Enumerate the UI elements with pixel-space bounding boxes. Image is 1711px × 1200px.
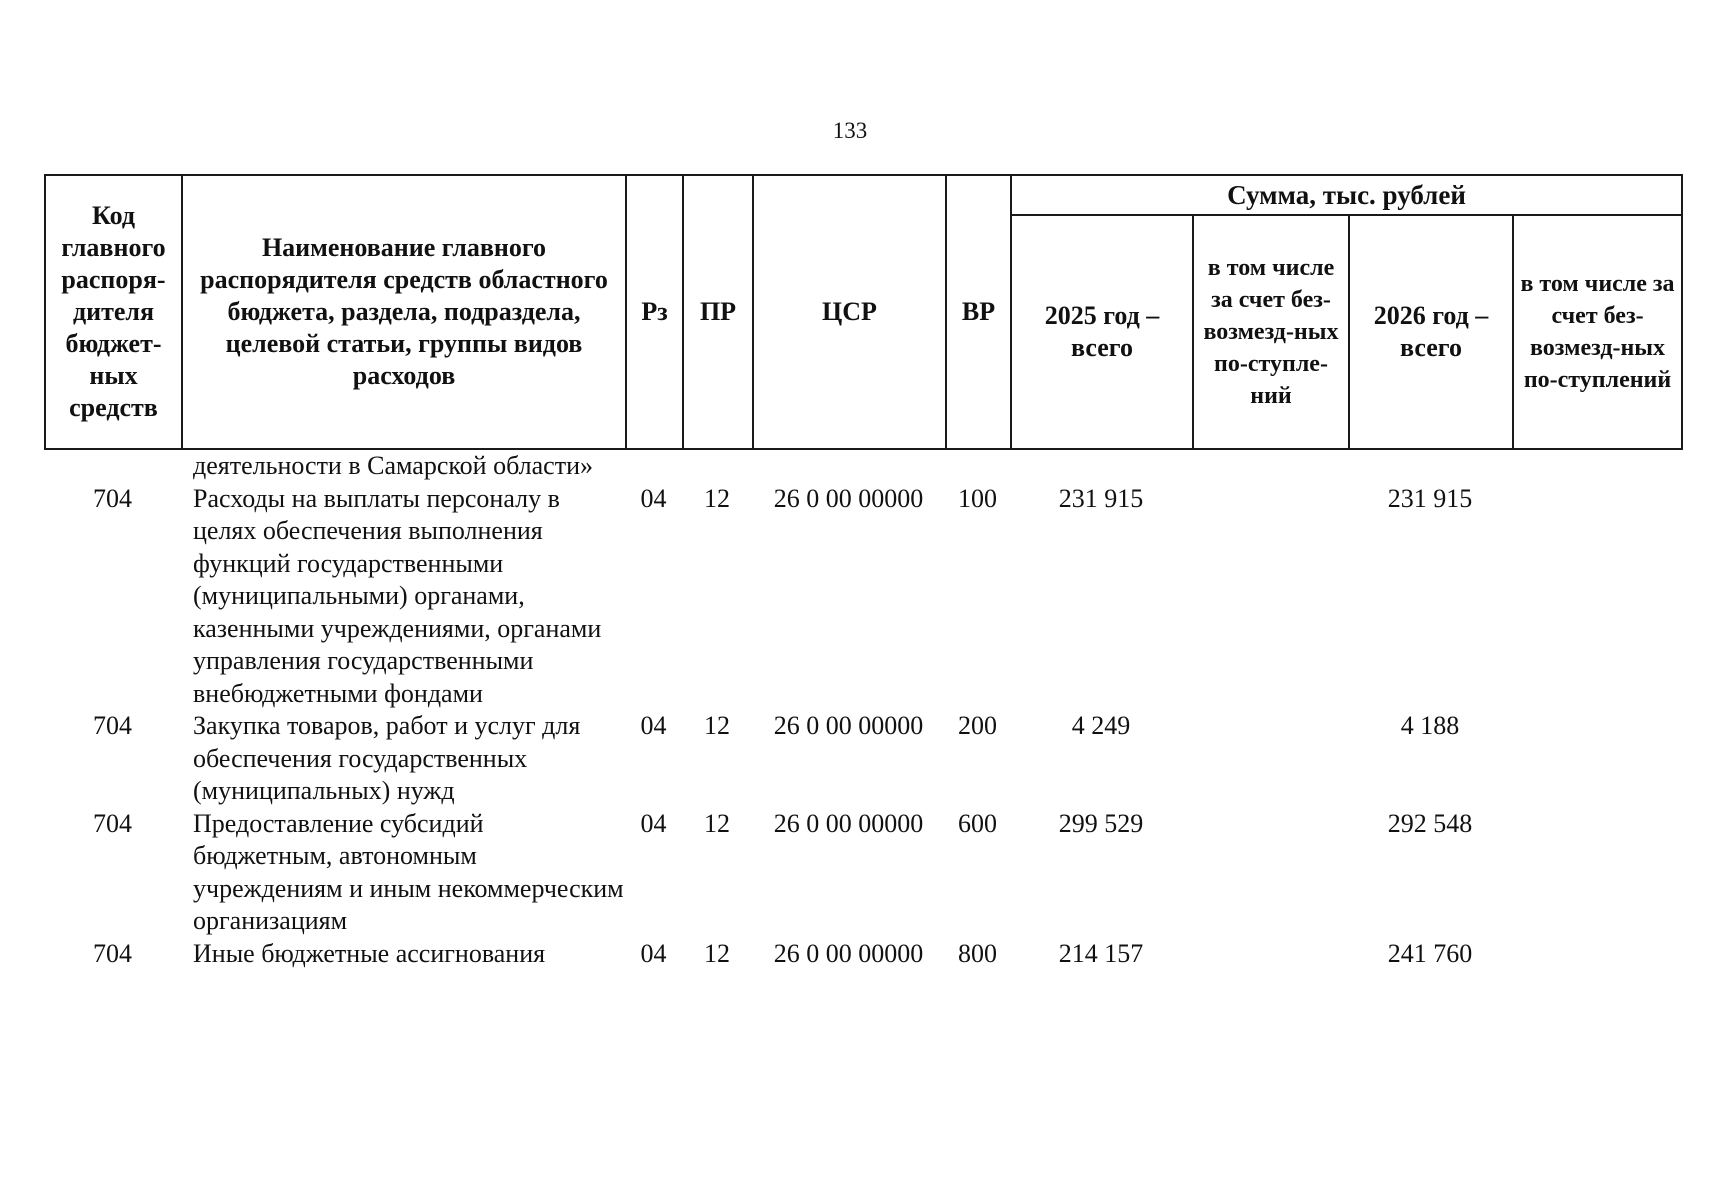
cell-pr: 12 [704, 808, 730, 838]
cell-csr: 26 0 00 00000 [773, 808, 924, 838]
table-body [44, 450, 1681, 970]
cell-2025-total: 299 529 [1058, 808, 1144, 838]
cell-2025-total: 231 915 [1058, 483, 1144, 513]
cell-2026-total: 231 915 [1387, 483, 1473, 513]
cell-code: 704 [93, 483, 132, 513]
table-row [44, 938, 1681, 971]
table-row [44, 450, 1681, 483]
cell-code: 704 [93, 938, 132, 968]
cell-rz: 04 [640, 808, 667, 838]
cell-name: Предоставление субсидий бюджетным, автономным учреждениям и иным некоммерческим организациям [193, 808, 624, 935]
cell-csr: 26 0 00 00000 [773, 938, 924, 968]
page-number: 133 [832, 118, 868, 143]
cell-vr: 100 [958, 483, 997, 513]
cell-vr: 600 [958, 808, 997, 838]
table-row [44, 710, 1681, 808]
cell-2026-total: 241 760 [1387, 938, 1473, 968]
cell-2025-total: 214 157 [1058, 938, 1144, 968]
header-2025-total: 2025 год – всего [1011, 215, 1193, 449]
cell-vr: 200 [958, 711, 997, 740]
cell-pr: 12 [704, 711, 730, 740]
header-code: Код главного распоря-дителя бюджет-ных средств [45, 175, 182, 449]
table-row [44, 808, 1681, 938]
cell-2025-total: 4 249 [1071, 711, 1131, 740]
cell-name: Иные бюджетные ассигнования [193, 938, 546, 968]
cell-vr: 800 [958, 938, 997, 968]
cell-rz: 04 [640, 938, 667, 968]
header-rz: Рз [626, 175, 683, 449]
cell-name: Расходы на выплаты персоналу в целях обеспечения выполнения функций государственными (муниципальными) органами, казенными учреждениями, органами управления государственными внебюджетными фондами [193, 483, 602, 708]
header-2026-total: 2026 год – всего [1349, 215, 1513, 449]
cell-csr: 26 0 00 00000 [773, 483, 924, 513]
cell-name: Закупка товаров, работ и услуг для обеспечения государственных (муниципальных) нужд [193, 711, 581, 805]
cell-2026-total: 292 548 [1387, 808, 1473, 838]
header-2026-gratuitous: в том числе за счет без-возмезд-ных по-ступлений [1513, 215, 1682, 449]
header-sum-title: Сумма, тыс. рублей [1011, 175, 1682, 215]
cell-code: 704 [93, 808, 132, 838]
cell-pr: 12 [704, 483, 730, 513]
cell-2026-total: 4 188 [1400, 711, 1460, 740]
header-name: Наименование главного распорядителя средств областного бюджета, раздела, подраздела, целевой статьи, группы видов расходов [182, 175, 626, 449]
cell-pr: 12 [704, 938, 730, 968]
cell-name: деятельности в Самарской области» [193, 451, 593, 480]
header-2025-gratuitous: в том числе за счет без-возмезд-ных по-ступле-ний [1193, 215, 1349, 449]
cell-rz: 04 [640, 711, 667, 740]
header-pr: ПР [683, 175, 753, 449]
header-csr: ЦСР [753, 175, 946, 449]
table-row [44, 483, 1681, 711]
cell-csr: 26 0 00 00000 [773, 711, 924, 740]
header-vr: ВР [946, 175, 1011, 449]
table-header [44, 174, 1683, 450]
cell-code: 704 [93, 711, 132, 740]
cell-rz: 04 [640, 483, 667, 513]
